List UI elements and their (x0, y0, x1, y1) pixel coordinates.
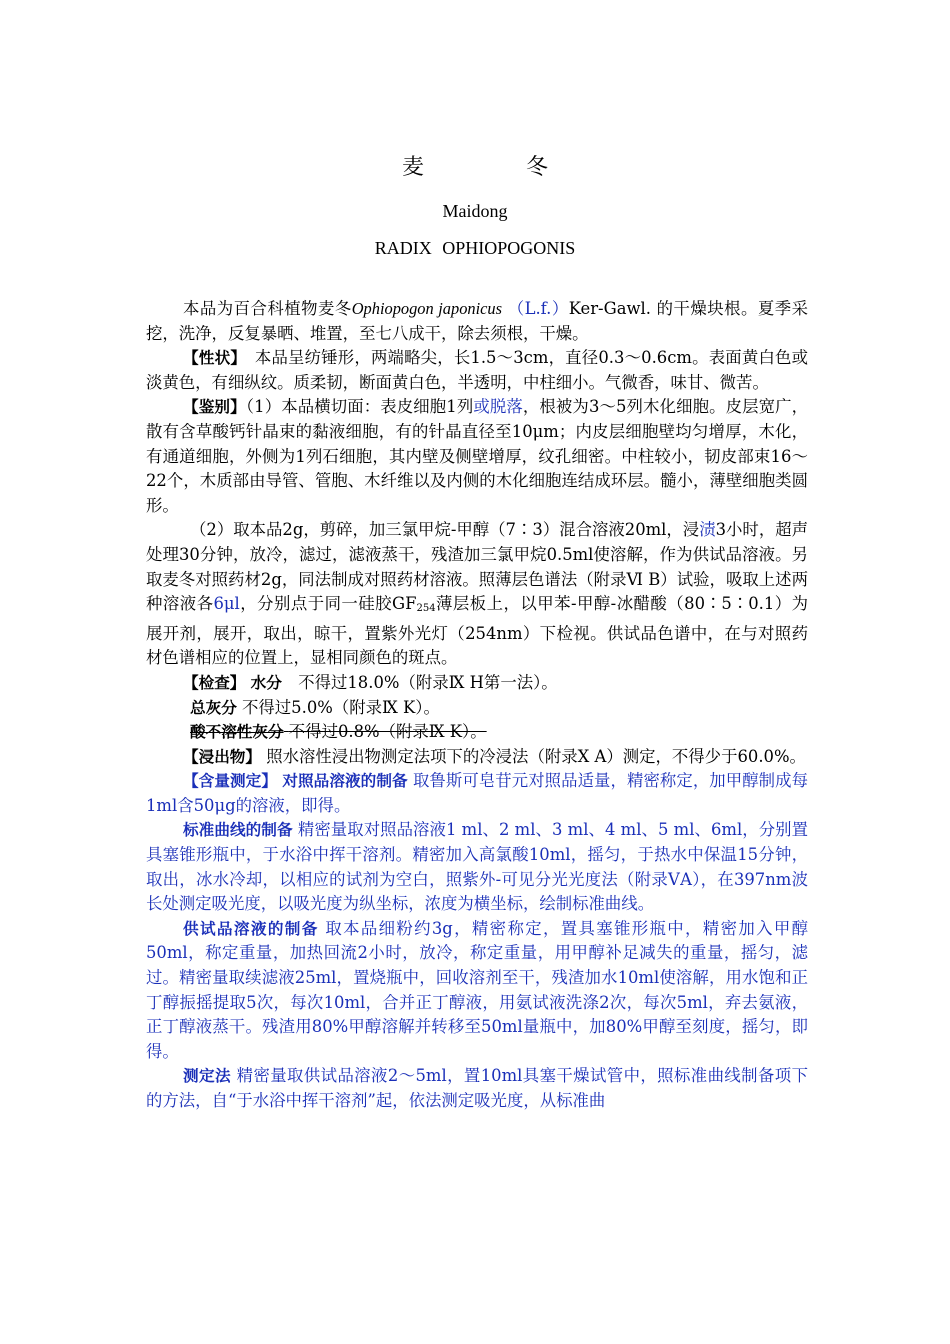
inspection-acid-ash-line: 酸不溶性灰分 不得过0.8%（附录Ⅸ K）。 (190, 722, 487, 742)
assay-heading: 【含量测定】 (183, 772, 278, 791)
monograph-body (146, 297, 808, 1114)
intro-paragraph: 本品为百合科植物麦冬Ophiopogon japonicus （L.f.）Ker-Gawl. 的干燥块根。夏季采挖，洗净，反复暴晒、堆置，至七八成干，除去须根，干燥。 (146, 299, 808, 343)
description-heading: 【性状】 (183, 349, 239, 368)
species-name: Ophiopogon japonicus (351, 299, 502, 318)
inspection-ash-line: 总灰分 不得过5.0%（附录Ⅸ K）。 (190, 697, 440, 717)
assay-method-paragraph: 测定法 精密量取供试品溶液2～5ml，置10ml具塞干燥试管中，照标准曲线制备项下的方法，自“于水浴中挥干溶剂”起，依法测定吸光度，从标准曲 (146, 1066, 808, 1110)
assay-test-solution-paragraph: 供试品溶液的制备 取本品细粉约3g，精密称定，置具塞锥形瓶中，精密加入甲醇50ml，称定重量，加热回流2小时，放冷，称定重量，用甲醇补足减失的重量，摇匀，滤过。精密量取续滤液25ml，置烧瓶中，回收溶剂至干，残渣加水10ml使溶解，用水饱和正丁醇振摇提取5次，每次10ml，合并正丁醇液，用氨试液洗涤2次，每次5ml，弃去氨液，正丁醇液蒸干。残渣用80%甲醇溶解并转移至50ml量瓶中，加80%甲醇至刻度，摇匀，即得。 (146, 918, 808, 1061)
author-abbrev: （L.f.） (507, 299, 569, 318)
description-paragraph: 【性状】 本品呈纺锤形，两端略尖，长1.5～3cm，直径0.3～0.6cm。表面黄白色或淡黄色，有细纵纹。质柔韧，断面黄白色，半透明，中柱细小。气微香，味甘、微苦。 (146, 348, 808, 392)
inspection-heading: 【检查】 (183, 673, 246, 692)
inspection-water-line: 【检查】 水分 不得过18.0%（附录Ⅸ H第一法）。 (183, 672, 558, 692)
identification-paragraph-2: （2）取本品2g，剪碎，加三氯甲烷-甲醇（7∶3）混合溶液20ml，浸渍3小时，超声处理30分钟，放冷，滤过，滤液蒸干，残渣加三氯甲烷0.5ml使溶解，作为供试品溶液。另取麦冬对照药材2g，同法制成对照药材溶液。照薄层色谱法（附录Ⅵ B）试验，吸取上述两种溶液各6μl，分别点于同一硅胶$GF_{254}$薄层板上，以甲苯-甲醇-冰醋酸（80∶5∶0.1）为展开剂，展开，取出，晾干，置紫外光灯（254nm）下检视。供试品色谱中，在与对照药材色谱相应的位置上，显相同颜色的斑点。 (146, 520, 808, 668)
identification-heading: 【鉴别】 (183, 398, 246, 417)
latin-name: RADIX OPHIOPOGONIS (374, 238, 576, 258)
assay-reference-paragraph: 【含量测定】 对照品溶液的制备 取鲁斯可皂苷元对照品适量，精密称定，加甲醇制成每1ml含50μg的溶液，即得。 (146, 771, 809, 815)
pinyin-name: Maidong (442, 201, 508, 221)
extractive-paragraph: 【浸出物】 照水溶性浸出物测定法项下的冷浸法（附录Ⅹ A）测定，不得少于60.0%。 (183, 746, 806, 766)
page-title: 麦 冬 (401, 155, 588, 180)
extractive-heading: 【浸出物】 (183, 747, 261, 766)
assay-standard-curve-paragraph: 标准曲线的制备 精密量取对照品溶液1 ml、2 ml、3 ml、4 ml、5 ml、6ml，分别置具塞锥形瓶中，于水浴中挥干溶剂。精密加入高氯酸10ml，摇匀，于热水中保温15分钟，取出，冰水冷却，以相应的试剂为空白，照紫外-可见分光光度法（附录ⅤA），在397nm波长处测定吸光度，以吸光度为纵坐标，浓度为横坐标，绘制标准曲线。 (146, 820, 808, 914)
identification-paragraph-1: 【鉴别】（1）本品横切面：表皮细胞1列或脱落，根被为3～5列木化细胞。皮层宽广，散有含草酸钙针晶束的黏液细胞，有的针晶直径至10μm；内皮层细胞壁均匀增厚，木化，有通道细胞，外侧为1列石细胞，其内壁及侧壁增厚，纹孔细密。中柱较小，韧皮部束16～22个，木质部由导管、管胞、木纤维以及内侧的木化细胞连结成环层。髓小，薄壁细胞类圆形。 (146, 397, 809, 515)
